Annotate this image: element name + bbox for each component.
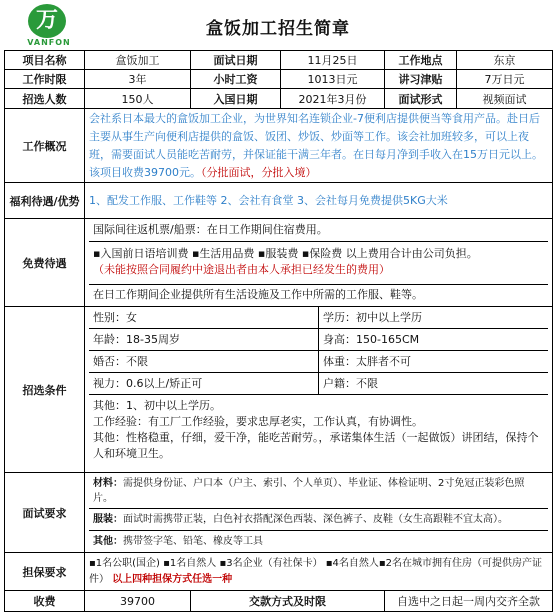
work-location-label: 工作地点	[385, 51, 457, 70]
interview-materials	[89, 473, 548, 509]
overview-note: （分批面试，分批入境）	[201, 165, 317, 179]
logo-mark: 万	[35, 8, 58, 33]
interview-form-value: 视频面试	[457, 89, 553, 109]
training-allowance-value: 7万日元	[457, 70, 553, 89]
project-name-label: 项目名称	[5, 51, 85, 70]
free-subtable	[89, 220, 548, 306]
free-row	[5, 219, 553, 307]
experience-requirement: 工作经验：有工厂工作经验，要求忠厚老实，工作认真，有协调性。	[93, 415, 423, 428]
interview-form-label: 面试形式	[385, 89, 457, 109]
conditions-row	[5, 307, 553, 473]
free-line-2: ▪入国前日语培训费 ▪生活用品费 ▪服装费 ▪保险费 以上费用合计由公司负担。	[93, 246, 478, 260]
interview-subtable	[89, 473, 548, 552]
clothing-label: 服装：	[93, 513, 123, 525]
other-requirement-2: 其他：性格稳重，仔细，爱干净，能吃苦耐劳。，承诺集体生活（一起做饭）讲团结，保持个人和环境卫生。	[93, 431, 539, 460]
fee-label: 收费	[5, 591, 85, 612]
conditions-subtable	[89, 307, 548, 472]
free-line-3: （未能按照合同履约中途退出者由本人承担已经发生的费用）	[93, 262, 390, 276]
guarantee-note: 以上四种担保方式任选一种	[112, 573, 233, 585]
recruit-count-label: 招选人数	[5, 89, 85, 109]
free-line-4: 在日工作期间企业提供所有生活设施及工作中所需的工作服、鞋等。	[89, 284, 548, 306]
work-term-value: 3年	[85, 70, 191, 89]
height-field: 身高：150-165CM	[319, 329, 549, 351]
conditions-cell	[85, 307, 553, 473]
overview-row	[5, 109, 553, 183]
welfare-row	[5, 183, 553, 219]
table-row	[5, 70, 553, 89]
weight-field: 体重：太胖者不可	[319, 351, 549, 373]
hukou-field: 户籍：不限	[319, 373, 549, 395]
payment-method-value: 自选中之日起一周内交齐全款	[385, 591, 553, 612]
interview-clothing	[89, 509, 548, 531]
entry-date-value: 2021年3月份	[281, 89, 385, 109]
clothing-text: 面试时需携带正装，白色衬衣搭配深色西装、深色裤子、皮鞋（女生高跟鞋不宜太高）。	[123, 513, 508, 525]
other-requirement-1: 其他：1、初中以上学历。	[93, 399, 221, 412]
overview-text: 会社系日本最大的盒饭加工企业，为世界知名连锁企业-7便利店提供便当等食用产品。赴日后主要从事生产向便利店提供的盒饭、饭团、炒饭、炒面等工作。该会社加班较多，可以上夜班，需要面试人员能吃苦耐劳，并保证能干满三年者。在日每月净到手收入在15万日元以上。该项目收费39700元。	[89, 111, 543, 179]
free-cell	[85, 219, 553, 307]
hourly-wage-label: 小时工资	[191, 70, 281, 89]
overview-cell	[85, 109, 553, 183]
guarantee-row	[5, 553, 553, 591]
interview-row	[5, 473, 553, 553]
page-title: 盒饭加工招生简章	[206, 19, 350, 39]
hourly-wage-value: 1013日元	[281, 70, 385, 89]
header	[0, 0, 556, 50]
free-label: 免费待遇	[5, 219, 85, 307]
conditions-label: 招选条件	[5, 307, 85, 473]
welfare-text: 1、配发工作服、工作鞋等 2、会社有食堂 3、会社每月免费提供5KG大米	[85, 183, 553, 219]
table-row	[5, 89, 553, 109]
education-field: 学历：初中以上学历	[319, 307, 549, 329]
interview-other-label: 其他：	[93, 535, 123, 547]
fee-value: 39700	[85, 591, 191, 612]
logo-text: VANFON	[27, 38, 71, 47]
entry-date-label: 入国日期	[191, 89, 281, 109]
interview-other-text: 携带签字笔、铅笔、橡皮等工具	[123, 535, 263, 547]
welfare-label: 福利待遇/优势	[5, 183, 85, 219]
free-line-1: 国际间往返机票/船票：在日工作期间住宿费用。	[89, 220, 548, 242]
interview-date-value: 11月25日	[281, 51, 385, 70]
interview-cell	[85, 473, 553, 553]
vision-field: 视力：0.6以上/矫正可	[89, 373, 319, 395]
age-field: 年龄：18-35周岁	[89, 329, 319, 351]
interview-other	[89, 531, 548, 553]
payment-method-label: 交款方式及时限	[191, 591, 385, 612]
training-allowance-label: 讲习津贴	[385, 70, 457, 89]
table-row	[5, 51, 553, 70]
interview-date-label: 面试日期	[191, 51, 281, 70]
guarantee-text: ▪1名公职(国企) ▪1名自然人 ▪3名企业（有社保卡） ▪4名自然人▪2名在城市拥有住房（可提供房产证件）	[89, 557, 543, 585]
marriage-field: 婚否：不限	[89, 351, 319, 373]
work-location-value: 东京	[457, 51, 553, 70]
guarantee-label: 担保要求	[5, 553, 85, 591]
info-table	[4, 50, 553, 612]
work-term-label: 工作时限	[5, 70, 85, 89]
recruit-count-value: 150人	[85, 89, 191, 109]
overview-label: 工作概况	[5, 109, 85, 183]
conditions-other-cell	[89, 395, 548, 473]
materials-text: 需提供身份证、户口本（户主、索引、个人单页）、毕业证、体检证明、2寸免冠正装彩色照片。	[93, 477, 525, 504]
fee-row	[5, 591, 553, 612]
materials-label: 材料：	[93, 477, 123, 489]
project-name-value: 盒饭加工	[85, 51, 191, 70]
guarantee-cell	[85, 553, 553, 591]
gender-field: 性别：女	[89, 307, 319, 329]
free-line-2-cell	[89, 241, 548, 284]
interview-label: 面试要求	[5, 473, 85, 553]
